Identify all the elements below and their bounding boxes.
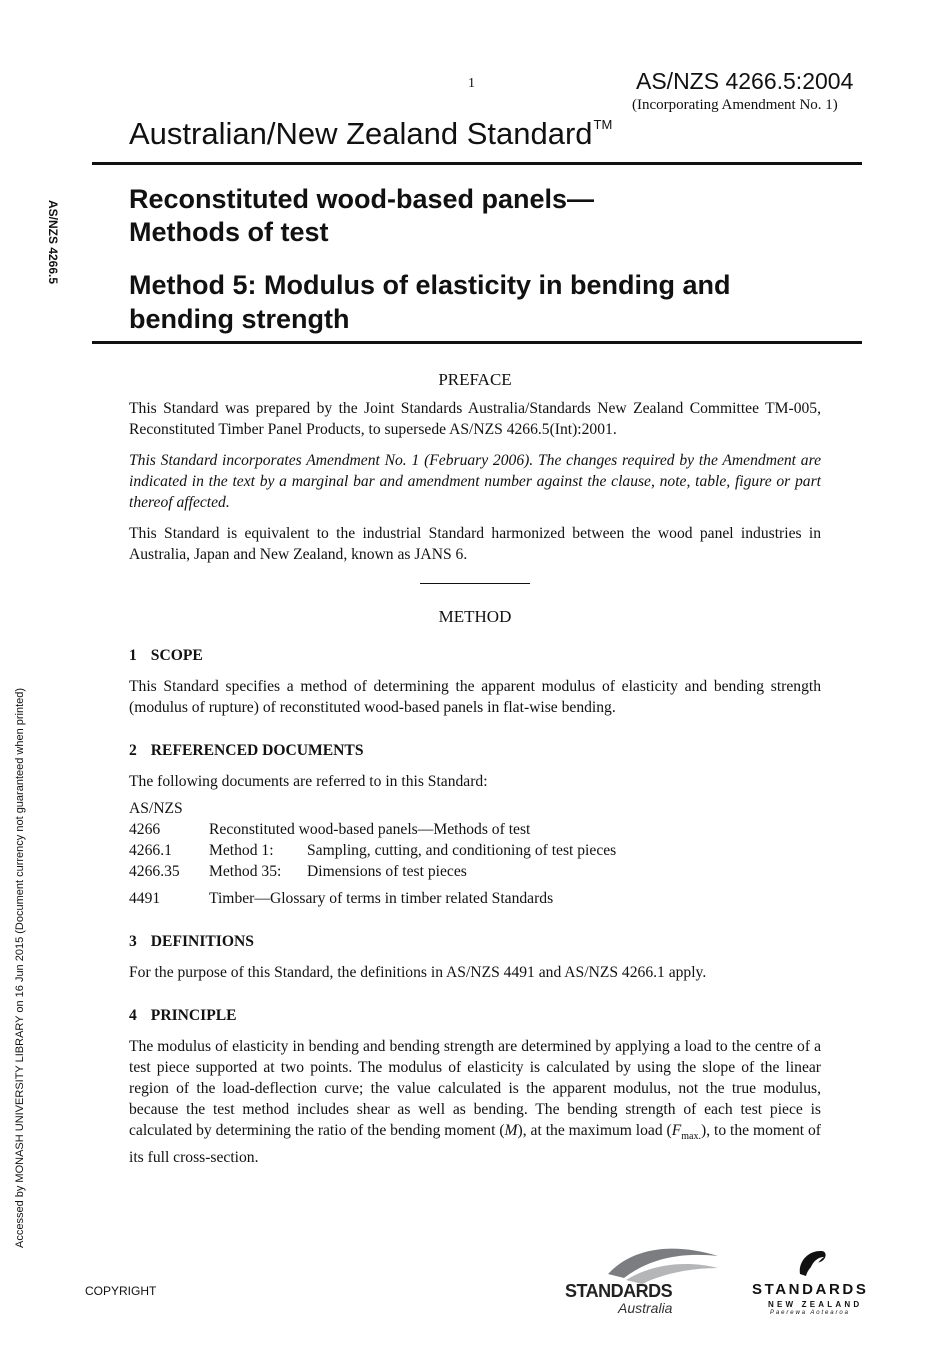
logo-nz-maori: Paerewa Aotearoa (770, 1310, 850, 1316)
principle-text: The modulus of elasticity in bending and bending strength are determined by applying a load to the centre of a test piece supported at two points. The modulus of elasticity is calculated by using the slope of the linear region of the load-deflection curve; the value calculated is the apparent modulus, not the true modulus, because the test method includes shear as well as bending. The bending strength of each test piece is calculated by determining the ratio of the bending moment (M), at the maximum load $(F_{max.})$, to the moment of its full cross-section. (129, 1038, 821, 1167)
amendment-note: (Incorporating Amendment No. 1) (632, 97, 838, 113)
amendment-paragraph: This Standard incorporates Amendment No. 1 (February 2006). The changes required by the Amendment are indicated in the text by a marginal bar and amendment number against the clause, note, table, figure or part thereof affected. (129, 452, 821, 511)
references-intro: The following documents are referred to in this Standard: (129, 773, 488, 790)
standard-family-title (129, 116, 612, 152)
logo-au-word: STANDARDS (565, 1281, 673, 1301)
access-side-note: Accessed by MONASH UNIVERSITY LIBRARY on 16 Jun 2015 (Document currency not guaranteed when printed) (14, 687, 26, 1248)
preface-heading: PREFACE (438, 370, 512, 389)
standards-australia-logo (560, 1238, 735, 1320)
definitions-heading: 3 DEFINITIONS (129, 933, 254, 950)
trademark-mark: TM (593, 117, 613, 132)
copyright-label: COPYRIGHT (85, 1284, 157, 1298)
title-line-1: Reconstituted wood-based panels— (129, 184, 595, 214)
document-body (129, 369, 821, 1178)
page-title (129, 183, 859, 249)
standards-nz-logo (752, 1248, 877, 1320)
header-rule-top (92, 162, 862, 165)
logo-nz-country: NEW ZEALAND (768, 1300, 863, 1309)
scope-heading: 1 SCOPE (129, 647, 203, 664)
standard-family-text: Australian/New Zealand Standard (129, 116, 593, 151)
preface-paragraph: This Standard was prepared by the Joint Standards Australia/Standards New Zealand Committee TM-005, Reconstituted Timber Panel Products, to supersede AS/NZS 4266.5(Int):2001. (129, 400, 821, 438)
method-title (129, 268, 859, 336)
title-line-2: Methods of test (129, 217, 329, 247)
method-heading: METHOD (438, 607, 512, 626)
header-rule-bottom (92, 341, 862, 344)
references-heading: 2 REFERENCED DOCUMENTS (129, 742, 364, 759)
principle-heading: 4 PRINCIPLE (129, 1007, 237, 1024)
method-title-line-1: Method 5: Modulus of elasticity in bending and (129, 270, 731, 300)
method-title-line-2: bending strength (129, 304, 350, 334)
logo-au-country: Australia (618, 1300, 673, 1316)
section-divider (420, 583, 530, 584)
standard-code: AS/NZS 4266.5:2004 (636, 68, 854, 94)
equivalence-paragraph: This Standard is equivalent to the industrial Standard harmonized between the wood panel industries in Australia, Japan and New Zealand, known as JANS 6. (129, 525, 821, 563)
reference-item: 4491 Timber—Glossary of terms in timber related Standards (129, 890, 554, 907)
definitions-text: For the purpose of this Standard, the definitions in AS/NZS 4491 and AS/NZS 4266.1 apply. (129, 964, 707, 981)
reference-item: 4266 Reconstituted wood-based panels—Methods of test (129, 821, 531, 838)
reference-item: 4266.1 Method 1: Sampling, cutting, and conditioning of test pieces (129, 842, 617, 859)
page-number: 1 (468, 76, 475, 91)
nz-mark-icon (796, 1248, 830, 1278)
references-group-label: AS/NZS (129, 800, 183, 817)
scope-text: This Standard specifies a method of determining the apparent modulus of elasticity and bending strength (modulus of rupture) of reconstituted wood-based panels in flat-wise bending. (129, 678, 821, 716)
vertical-standard-code: AS/NZS 4266.5 (46, 200, 60, 285)
reference-item: 4266.35 Method 35: Dimensions of test pieces (129, 863, 467, 880)
logo-nz-word: STANDARDS (752, 1281, 869, 1298)
